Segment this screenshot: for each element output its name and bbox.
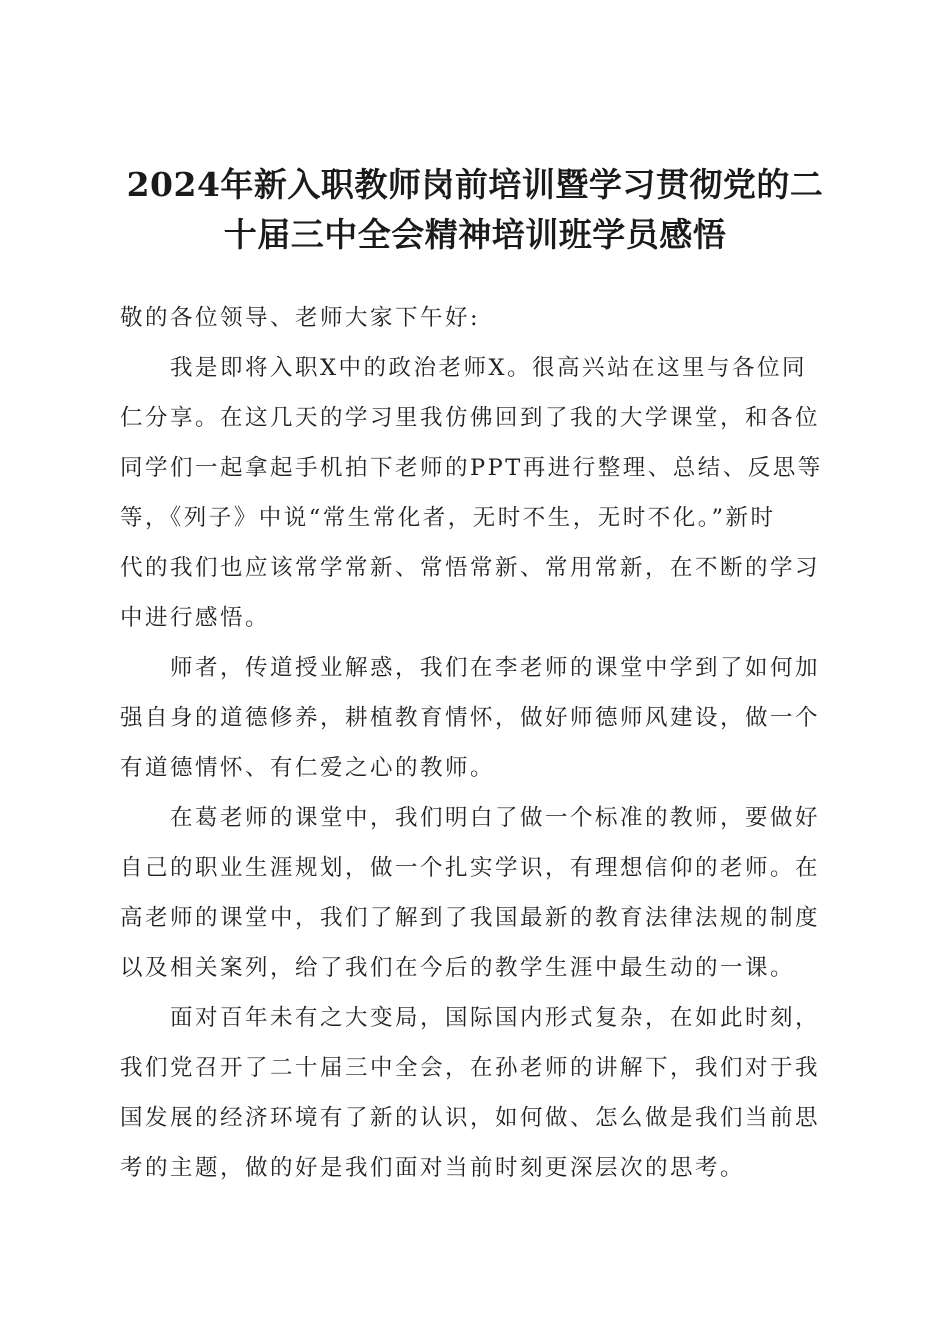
title-line: 十届三中全会精神培训班学员感悟 xyxy=(223,215,727,254)
paragraph-line: 我们党召开了二十届三中全会，在孙老师的讲解下，我们对于我 xyxy=(120,1055,821,1081)
greeting-paragraph xyxy=(120,293,820,343)
paragraph-line: 国发展的经济环境有了新的认识，如何做、怎么做是我们当前思 xyxy=(120,1105,821,1131)
paragraph-line: 在葛老师的课堂中，我们明白了做一个标准的教师，要做好 xyxy=(170,805,821,831)
paragraph-line: 中进行感悟。 xyxy=(120,605,271,631)
title-line: 2024年新入职教师岗前培训暨学习贯彻党的二 xyxy=(126,165,824,204)
paragraph-1 xyxy=(120,343,823,643)
paragraph-line: 有道德情怀、有仁爱之心的教师。 xyxy=(120,755,496,781)
paragraph-line: 同学们一起拿起手机拍下老师的PPT再进行整理、总结、反思等 xyxy=(120,455,823,481)
paragraph-line: 强自身的道德修养，耕植教育情怀，做好师德师风建设，做一个 xyxy=(120,705,821,731)
paragraph-2 xyxy=(120,643,820,793)
document-body xyxy=(120,293,823,1193)
paragraph-line: 以及相关案列，给了我们在今后的教学生涯中最生动的一课。 xyxy=(120,955,796,981)
paragraph-line: 师者，传道授业解惑，我们在李老师的课堂中学到了如何加 xyxy=(170,655,821,681)
paragraph-line: 面对百年未有之大变局，国际国内形式复杂，在如此时刻， xyxy=(170,1005,821,1031)
paragraph-line: 高老师的课堂中，我们了解到了我国最新的教育法律法规的制度 xyxy=(120,905,821,931)
paragraph-3 xyxy=(120,793,820,993)
paragraph-line: 代的我们也应该常学常新、常悟常新、常用常新，在不断的学习 xyxy=(120,555,821,581)
paragraph-line: 等，《列子》中说“常生常化者，无时不生，无时不化。”新时 xyxy=(120,505,776,531)
paragraph-line: 自己的职业生涯规划，做一个扎实学识，有理想信仰的老师。在 xyxy=(120,855,821,881)
paragraph-line: 考的主题，做的好是我们面对当前时刻更深层次的思考。 xyxy=(120,1155,746,1181)
paragraph-4 xyxy=(120,993,820,1193)
greeting-line: 敬的各位领导、老师大家下午好: xyxy=(120,305,481,331)
document-title xyxy=(100,160,850,260)
paragraph-line: 仁分享。在这几天的学习里我仿佛回到了我的大学课堂，和各位 xyxy=(120,405,821,431)
paragraph-line: 我是即将入职X中的政治老师X。很高兴站在这里与各位同 xyxy=(170,355,808,381)
